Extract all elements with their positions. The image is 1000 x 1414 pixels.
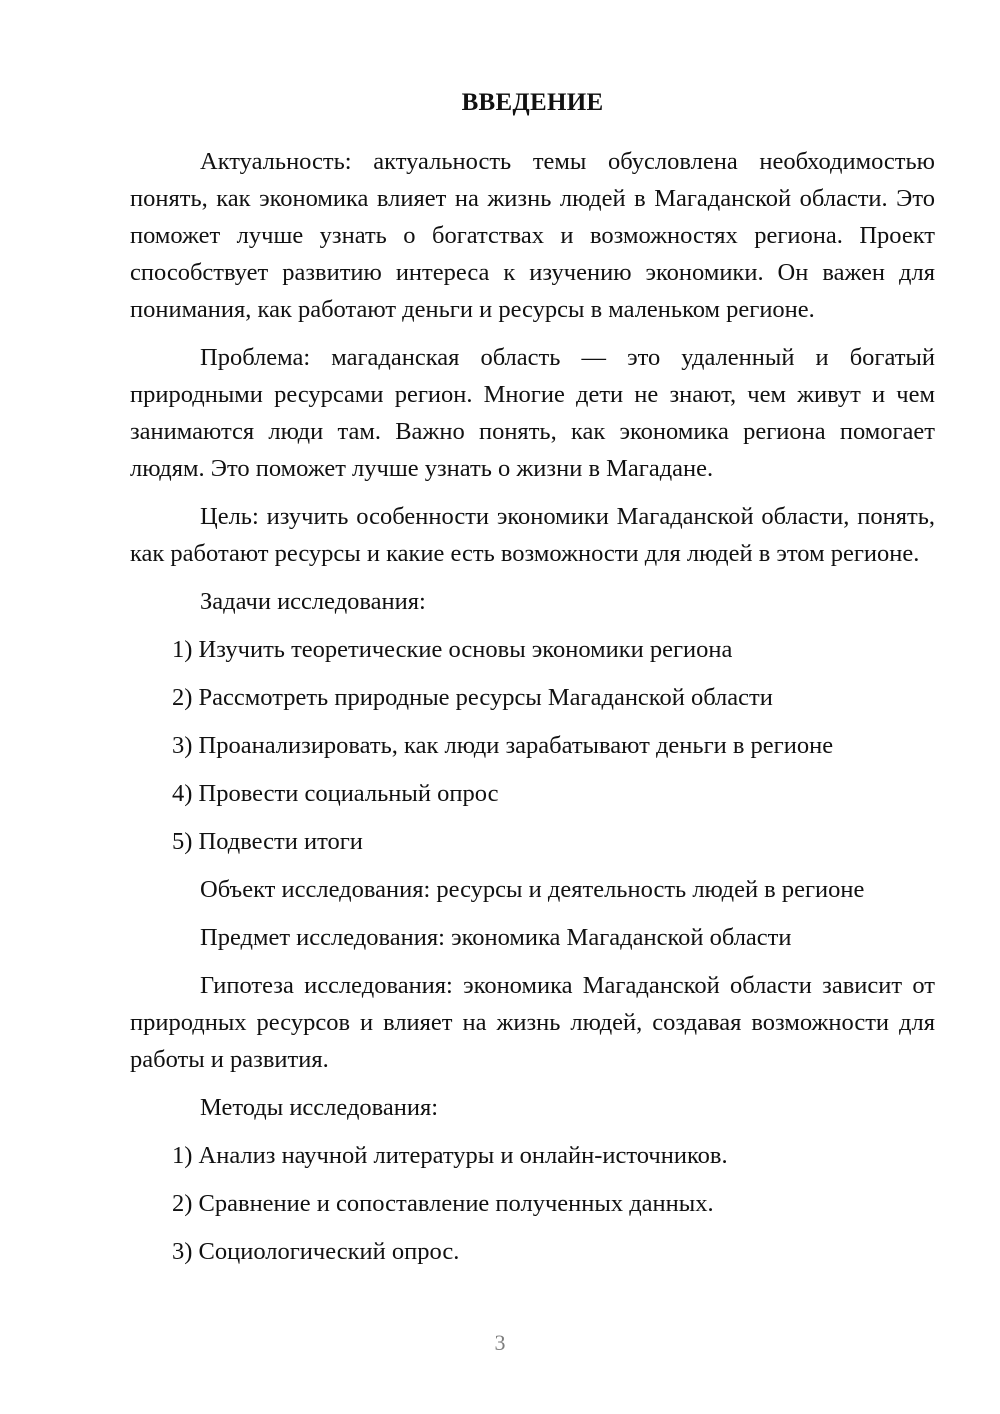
- heading-tasks: Задачи исследования:: [200, 588, 426, 615]
- list-item: 4) Провести социальный опрос: [172, 780, 499, 807]
- tasks-list: [130, 631, 935, 860]
- paragraph-problem: Проблема: магаданская область — это удаленный и богатый природными ресурсами регион. Многие дети не знают, чем живут и чем занимаются люди там. Важно понять, как экономика региона помогает людям. Это поможет лучше узнать о жизни в Магадане.: [130, 344, 935, 482]
- list-item: 3) Проанализировать, как люди зарабатывают деньги в регионе: [172, 732, 834, 759]
- paragraph-subject: Предмет исследования: экономика Магаданской области: [200, 924, 792, 951]
- list-item: 2) Сравнение и сопоставление полученных данных.: [172, 1190, 714, 1217]
- paragraph-relevance: Актуальность: актуальность темы обусловлена необходимостью понять, как экономика влияет на жизнь людей в Магаданской области. Это поможет лучше узнать о богатствах и возможностях региона. Проект способствует развитию интереса к изучению экономики. Он важен для понимания, как работают деньги и ресурсы в маленьком регионе.: [130, 148, 935, 323]
- list-item: 5) Подвести итоги: [172, 828, 363, 855]
- list-item: 2) Рассмотреть природные ресурсы Магаданской области: [172, 684, 773, 711]
- document-body: [130, 0, 935, 1270]
- paragraph-goal: Цель: изучить особенности экономики Магаданской области, понять, как работают ресурсы и какие есть возможности для людей в этом регионе.: [130, 503, 935, 567]
- methods-list: [130, 1137, 935, 1270]
- list-item: 3) Социологический опрос.: [172, 1238, 460, 1265]
- list-item: 1) Анализ научной литературы и онлайн-источников.: [172, 1142, 728, 1169]
- heading-methods: Методы исследования:: [200, 1094, 439, 1121]
- list-item: 1) Изучить теоретические основы экономики региона: [172, 636, 733, 663]
- paragraph-object: Объект исследования: ресурсы и деятельность людей в регионе: [200, 876, 865, 903]
- page-number: 3: [494, 1330, 506, 1355]
- paragraph-hypothesis: Гипотеза исследования: экономика Магаданской области зависит от природных ресурсов и влияет на жизнь людей, создавая возможности для работы и развития.: [130, 972, 935, 1073]
- page-title: ВВЕДЕНИЕ: [461, 89, 604, 116]
